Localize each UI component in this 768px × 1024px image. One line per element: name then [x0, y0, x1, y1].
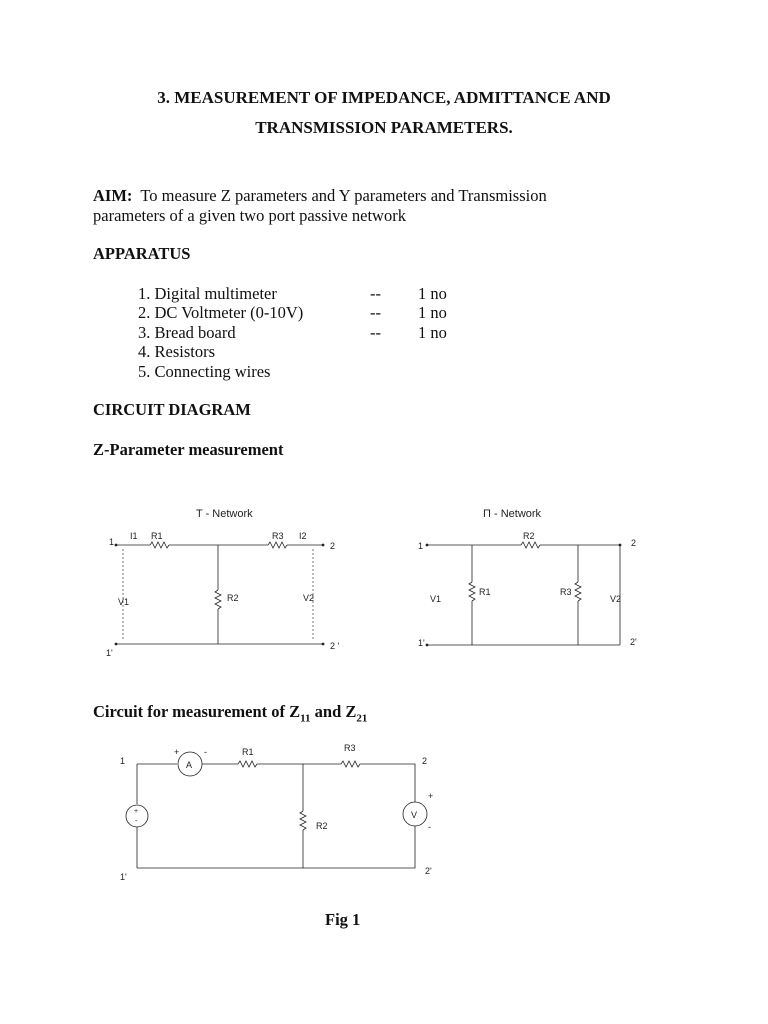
apparatus-item-name: 2. DC Voltmeter (0-10V): [138, 303, 304, 322]
pi-r1-label: R1: [479, 587, 491, 597]
t-r3-label: R3: [272, 531, 284, 541]
fig1-ammeter-plus: +: [174, 747, 180, 757]
fig1-r3-label: R3: [344, 743, 356, 753]
z11-heading-sub1: 11: [300, 712, 311, 725]
fig1-r2-label: R2: [316, 821, 328, 831]
t-node-2-label: 2: [330, 541, 336, 551]
pi-node-2-label: 2: [631, 538, 637, 548]
t-node-1p-label: 1': [106, 648, 113, 658]
fig1-ammeter-minus: -: [204, 747, 207, 757]
apparatus-item-name: 1. Digital multimeter: [138, 284, 277, 303]
fig1-node-1p-label: 1': [120, 872, 127, 882]
t-v2-label: V2: [303, 593, 315, 603]
pi-r3-label: R3: [560, 587, 572, 597]
t-r2-label: R2: [227, 593, 239, 603]
pi-r2-label: R2: [523, 531, 535, 541]
fig1-r1-label: R1: [242, 747, 254, 757]
apparatus-item-qty: 1 no: [418, 303, 447, 322]
fig1-voltmeter-minus: -: [428, 822, 431, 832]
z11-heading-mid: and Z: [310, 702, 357, 721]
fig1-node-1-label: 1: [120, 756, 126, 766]
fig1-caption: Fig 1: [325, 910, 361, 929]
apparatus-heading: APPARATUS: [93, 244, 191, 263]
fig1-node-2p-label: 2': [425, 866, 432, 876]
t-node-2p-label: 2 ': [330, 641, 340, 651]
t-v1-label: V1: [118, 597, 130, 607]
pi-network-title: Π - Network: [483, 508, 542, 520]
apparatus-item-sep: --: [370, 284, 381, 303]
t-network-title: T - Network: [196, 508, 253, 520]
pi-node-2p-label: 2': [630, 637, 637, 647]
pi-v1-label: V1: [430, 594, 442, 604]
fig1-wires: [126, 752, 427, 868]
t-i1-label: I1: [130, 531, 138, 541]
apparatus-item-sep: --: [370, 303, 381, 322]
fig1-node-2-label: 2: [422, 756, 428, 766]
apparatus-item-name: 4. Resistors: [138, 342, 216, 361]
pi-node-1p-label: 1': [418, 638, 425, 648]
apparatus-item-sep: --: [370, 323, 381, 342]
pi-node-1-label: 1: [418, 541, 424, 551]
z-parameter-heading: Z-Parameter measurement: [93, 440, 284, 459]
fig1-voltmeter-label: V: [411, 810, 418, 820]
t-node-1-label: 1: [109, 537, 115, 547]
apparatus-item-name: 3. Bread board: [138, 323, 236, 342]
aim-label: AIM:: [93, 186, 133, 205]
page-title-line2: TRANSMISSION PARAMETERS.: [255, 118, 513, 137]
t-i2-label: I2: [299, 531, 307, 541]
apparatus-item-qty: 1 no: [418, 323, 447, 342]
aim-text-line2: parameters of a given two port passive network: [93, 206, 406, 225]
fig1-voltmeter-plus: +: [428, 791, 434, 801]
z11-heading-sub2: 21: [356, 712, 368, 725]
apparatus-item-name: 5. Connecting wires: [138, 362, 271, 381]
fig1-ammeter-label: A: [186, 760, 193, 770]
z11-heading-prefix: Circuit for measurement of Z: [93, 702, 301, 721]
apparatus-item-qty: 1 no: [418, 284, 447, 303]
page-title-line1: 3. MEASUREMENT OF IMPEDANCE, ADMITTANCE AND: [157, 88, 611, 107]
pi-v2-label: V2: [610, 594, 622, 604]
svg-text:+: +: [134, 808, 139, 815]
t-r1-label: R1: [151, 531, 163, 541]
circuit-diagram-heading: CIRCUIT DIAGRAM: [93, 400, 251, 419]
aim-text-line1: To measure Z parameters and Y parameters and Transmission: [140, 186, 547, 205]
svg-text:-: -: [135, 818, 138, 825]
